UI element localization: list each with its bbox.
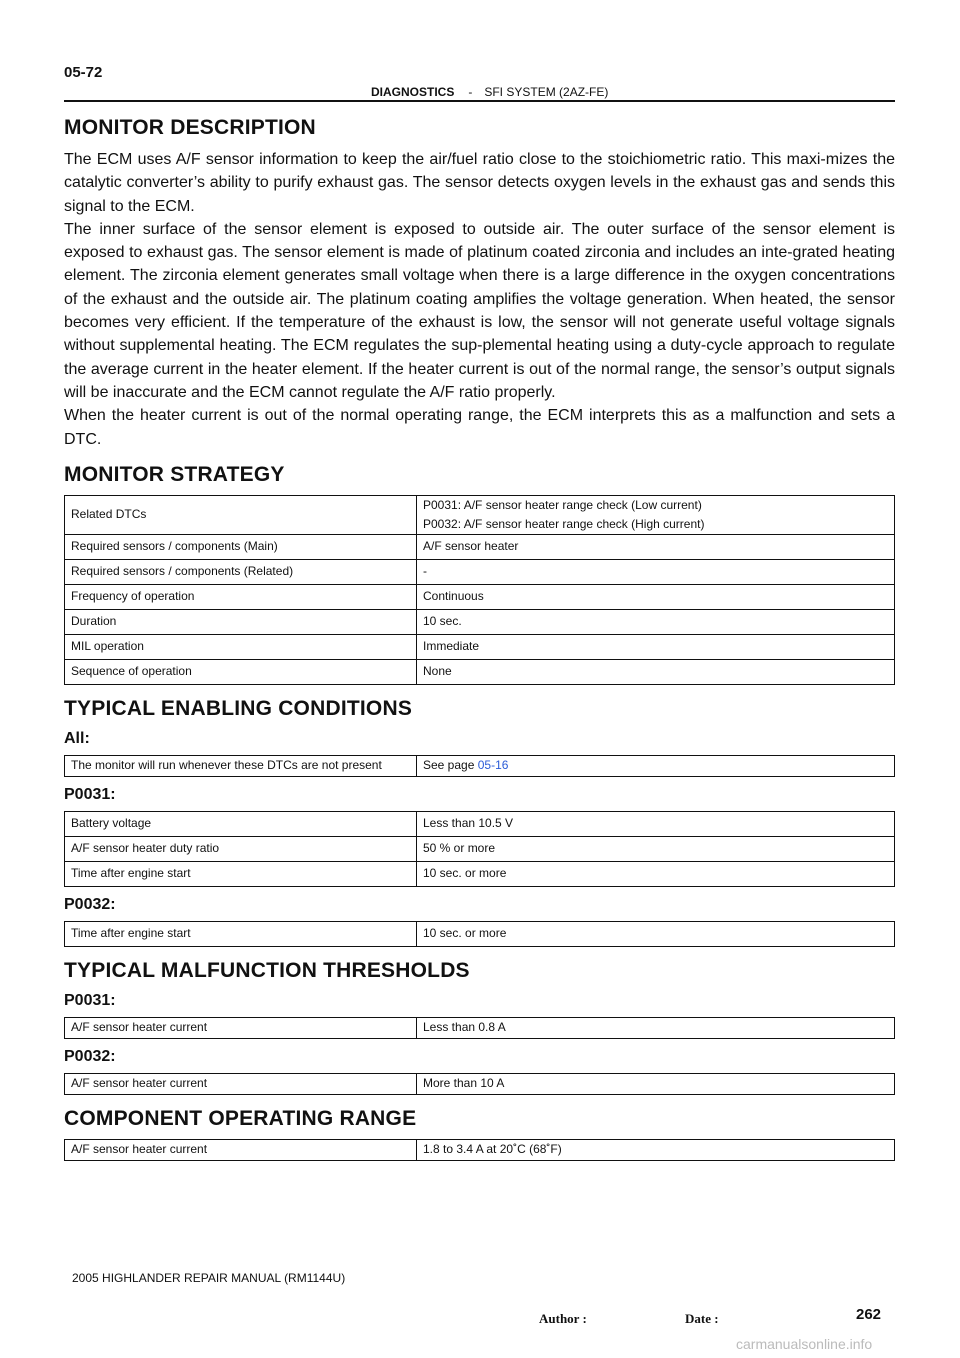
table-row (65, 1073, 895, 1094)
table-row (65, 634, 895, 659)
page-number: 05-72 (64, 64, 103, 81)
watermark-text: carmanualsonline.info (736, 1336, 873, 1352)
table-row (65, 659, 895, 684)
table-cell-label: Battery voltage (65, 811, 417, 836)
table-row (65, 1139, 895, 1160)
monitor-description-title: MONITOR DESCRIPTION (64, 116, 316, 139)
threshold-p0031-heading: P0031: (64, 991, 116, 1009)
table-cell-value: - (417, 559, 895, 584)
malfunction-thresholds-title: TYPICAL MALFUNCTION THRESHOLDS (64, 958, 470, 982)
table-cell-value: Less than 0.8 A (417, 1017, 895, 1038)
table-cell-value: 10 sec. or more (417, 921, 895, 946)
table-row (65, 811, 895, 836)
operating-range-table (64, 1139, 895, 1161)
table-cell-value (417, 755, 895, 776)
table-cell-label: A/F sensor heater duty ratio (65, 836, 417, 861)
table-cell-label: A/F sensor heater current (65, 1017, 417, 1038)
table-row (65, 861, 895, 886)
value-line: P0032: A/F sensor heater range check (High current) (423, 516, 705, 531)
monitor-strategy-table (64, 495, 895, 685)
table-cell-value: 50 % or more (417, 836, 895, 861)
section-separator: - (468, 85, 473, 99)
enabling-all-table (64, 755, 895, 777)
header-rule (64, 100, 895, 102)
table-cell-label: A/F sensor heater current (65, 1139, 417, 1160)
table-row (65, 921, 895, 946)
table-cell-label: Duration (65, 609, 417, 634)
table-cell-label: Related DTCs (65, 495, 417, 534)
table-cell-label: Time after engine start (65, 921, 417, 946)
enabling-all-heading: All: (64, 729, 90, 747)
table-row (65, 495, 895, 534)
table-cell-value: More than 10 A (417, 1073, 895, 1094)
page-reference-link[interactable]: 05-16 (477, 758, 509, 773)
table-row (65, 534, 895, 559)
footer-page-number: 262 (856, 1306, 882, 1323)
monitor-strategy-title: MONITOR STRATEGY (64, 462, 285, 486)
table-cell-label: Required sensors / components (Related) (65, 559, 417, 584)
enabling-conditions-title: TYPICAL ENABLING CONDITIONS (64, 696, 413, 720)
table-row (65, 1017, 895, 1038)
threshold-p0031-table (64, 1017, 895, 1039)
footer-manual-title: 2005 HIGHLANDER REPAIR MANUAL (RM1144U) (72, 1271, 346, 1285)
section-name: DIAGNOSTICS (371, 85, 455, 99)
table-row (65, 559, 895, 584)
enabling-p0031-table (64, 811, 895, 887)
table-cell-value: A/F sensor heater (417, 534, 895, 559)
table-cell-value (417, 495, 895, 534)
operating-range-title: COMPONENT OPERATING RANGE (64, 1106, 417, 1130)
table-cell-value: Immediate (417, 634, 895, 659)
table-row (65, 836, 895, 861)
table-cell-value: None (417, 659, 895, 684)
table-cell-label: Frequency of operation (65, 584, 417, 609)
table-cell-label: Sequence of operation (65, 659, 417, 684)
footer-date-label: Date : (685, 1311, 719, 1326)
value-line: P0031: A/F sensor heater range check (Low current) (423, 497, 702, 512)
footer-author-label: Author : (539, 1311, 587, 1326)
table-cell-value: Less than 10.5 V (417, 811, 895, 836)
table-cell-label: MIL operation (65, 634, 417, 659)
subsection-name: SFI SYSTEM (2AZ-FE) (484, 85, 609, 99)
see-page-text: See page (423, 758, 478, 773)
table-cell-label: The monitor will run whenever these DTCs are not present (65, 755, 417, 776)
table-cell-label: A/F sensor heater current (65, 1073, 417, 1094)
table-cell-value: 10 sec. (417, 609, 895, 634)
section-header (371, 85, 608, 99)
enabling-p0032-heading: P0032: (64, 895, 116, 913)
table-cell-label: Required sensors / components (Main) (65, 534, 417, 559)
table-cell-value: 10 sec. or more (417, 861, 895, 886)
paragraph: When the heater current is out of the normal operating range, the ECM interprets this as a malfunction and sets a DTC. (64, 407, 895, 448)
monitor-description-text (64, 148, 895, 451)
enabling-p0031-heading: P0031: (64, 785, 116, 803)
threshold-p0032-heading: P0032: (64, 1047, 116, 1065)
table-row (65, 609, 895, 634)
table-row (65, 584, 895, 609)
table-cell-value: 1.8 to 3.4 A at 20˚C (68˚F) (417, 1139, 895, 1160)
threshold-p0032-table (64, 1073, 895, 1095)
paragraph: The ECM uses A/F sensor information to keep the air/fuel ratio close to the stoichiometric ratio. This maxi-mizes the catalytic converter’s ability to purify exhaust gas. The sensor detects oxygen levels in the exhaust gas and sends this signal to the ECM. (64, 151, 895, 215)
paragraph: The inner surface of the sensor element is exposed to outside air. The outer surface of the sensor element is exposed to exhaust gas. The sensor element is made of platinum coated zirconia and includes an inte-grated heating element. The zirconia element generates small voltage when there is a large difference in the oxygen concentrations of the exhaust and the outside air. The platinum coating amplifies the voltage generation. When heated, the sensor becomes very efficient. If the temperature of the exhaust is low, the sensor will not generate useful voltage signals without supplemental heating. The ECM regulates the sup-plemental heating using a duty-cycle approach to regulate the average current in the heater element. If the heater current is out of the normal range, the sensor’s output signals will be inaccurate and the ECM cannot regulate the A/F ratio properly. (64, 220, 895, 401)
page-content (64, 114, 895, 1169)
table-cell-label: Time after engine start (65, 861, 417, 886)
enabling-p0032-table (64, 921, 895, 947)
table-cell-value: Continuous (417, 584, 895, 609)
table-row (65, 755, 895, 776)
